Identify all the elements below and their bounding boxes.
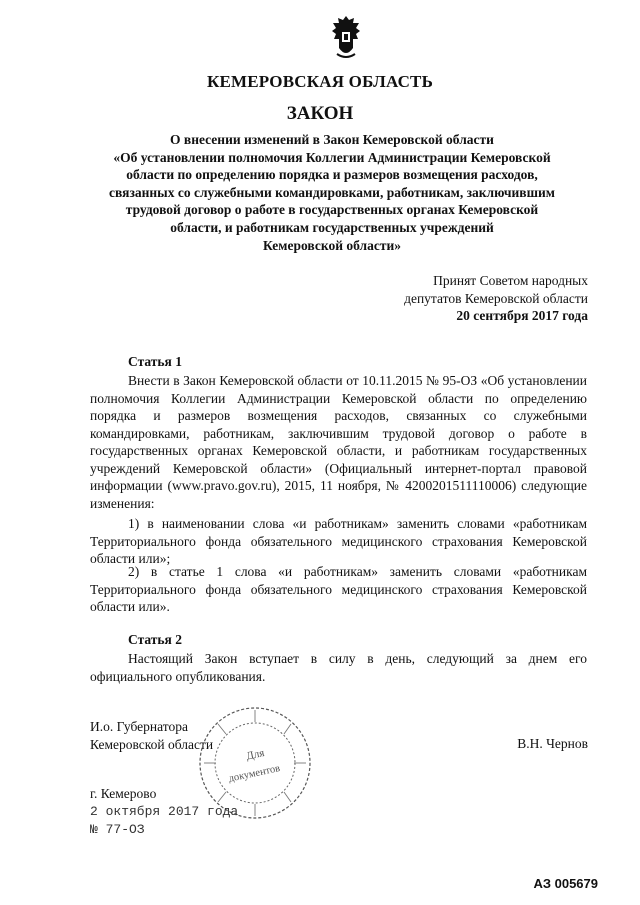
stamp-text-line: документов bbox=[227, 763, 282, 785]
article-2-heading: Статья 2 bbox=[128, 632, 182, 647]
law-subject-heading bbox=[82, 131, 582, 254]
signatory-title bbox=[90, 718, 213, 754]
signing-place: г. Кемерово bbox=[90, 786, 157, 801]
adoption-date: 20 сентября 2017 года bbox=[456, 308, 588, 324]
signatory-title-line: Кемеровской области bbox=[90, 737, 214, 752]
adoption-line: депутатов Кемеровской области bbox=[404, 290, 588, 306]
article-1-item-1: 1) в наименовании слова «и работникам» заменить словами «работникам Территориального фонда обязательного медицинского страхования Кемеровской области или»; bbox=[90, 516, 587, 566]
signatory-title-line: И.о. Губернатора bbox=[90, 719, 189, 734]
law-number: № 77-ОЗ bbox=[90, 822, 145, 837]
coat-of-arms-icon bbox=[328, 14, 364, 60]
region-title: КЕМЕРОВСКАЯ ОБЛАСТЬ bbox=[206, 72, 434, 91]
subject-line: «Об установлении полномочия Коллегии Администрации Кемеровской bbox=[113, 149, 551, 165]
signing-date: 2 октября 2017 года bbox=[90, 804, 239, 819]
subject-line: области, и работникам государственных учреждений bbox=[170, 219, 494, 235]
article-1-heading: Статья 1 bbox=[128, 354, 182, 369]
article-1-intro: Внести в Закон Кемеровской области от 10.11.2015 № 95-ОЗ «Об установлении полномочия Коллегии Администрации Кемеровской области по определению порядка и размеров возмещения расходов, связанных со служебными командировками, работникам, заключившим трудовой договор о работе в государственных органах Кемеровской области, и работникам государственных учреждений Кемеровской области» (Официальный интернет-портал правовой информации (www.pravo.gov.ru), 2015, 11 ноября, № 4200201511110006) следующие изменения: bbox=[90, 373, 587, 511]
subject-line: Кемеровской области» bbox=[263, 237, 401, 253]
document-type-title: ЗАКОН bbox=[286, 103, 354, 124]
subject-line: связанных со служебными командировками, работникам, заключившим bbox=[109, 184, 555, 200]
stamp-text-line: Для bbox=[245, 747, 266, 763]
adoption-block bbox=[404, 272, 588, 325]
subject-line: О внесении изменений в Закон Кемеровской области bbox=[170, 132, 494, 147]
article-2-text: Настоящий Закон вступает в силу в день, следующий за днем его официального опубликования. bbox=[90, 651, 587, 684]
subject-line: трудовой договор о работе в государственных органах Кемеровской bbox=[125, 202, 539, 218]
article-1-item-2: 2) в статье 1 слова «и работникам» заменить словами «работникам Территориального фонда обязательного медицинского страхования Кемеровской области или». bbox=[90, 564, 587, 614]
adoption-line: Принят Советом народных bbox=[433, 273, 588, 288]
form-serial-number: АЗ 005679 bbox=[533, 876, 598, 891]
subject-line: области по определению порядка и размеров возмещения расходов, bbox=[126, 167, 538, 183]
signatory-name: В.Н. Чернов bbox=[517, 736, 588, 751]
